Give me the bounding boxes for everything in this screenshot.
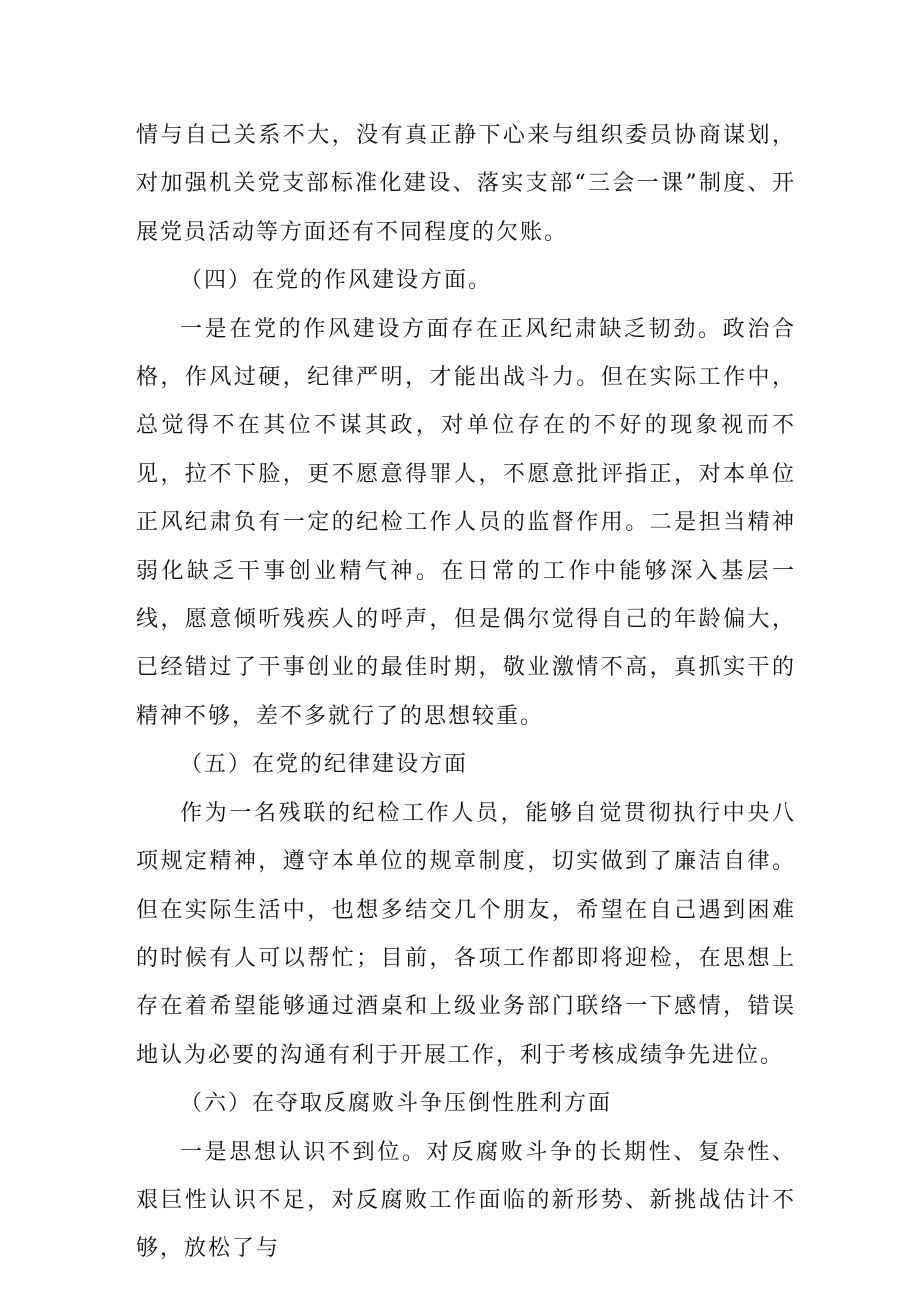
section-heading-4: （四）在党的作风建设方面。 bbox=[180, 268, 493, 294]
section-heading-5: （五）在党的纪律建设方面 bbox=[180, 752, 469, 778]
paragraph-continued: 情与自己关系不大，没有真正静下心来与组织委员协商谋划，对加强机关党支部标准化建设、落实支部“三会一课”制度、开展党员活动等方面还有不同程度的欠账。 bbox=[136, 123, 796, 245]
paragraph-discipline: 作为一名残联的纪检工作人员，能够自觉贯彻执行中央八项规定精神，遵守本单位的规章制度，切实做到了廉洁自律。但在实际生活中，也想多结交几个朋友，希望在自己遇到困难的时候有人可以帮忙；目前，各项工作都即将迎检，在思想上存在着希望能够通过酒桌和上级业务部门联络一下感情，错误地认为必要的沟通有利于开展工作，利于考核成绩争先进位。 bbox=[136, 800, 796, 1068]
section-heading-6: （六）在夺取反腐败斗争压倒性胜利方面 bbox=[180, 1091, 613, 1117]
document-body bbox=[136, 112, 796, 1274]
paragraph-work-style: 一是在党的作风建设方面存在正风纪肃缺乏韧劲。政治合格，作风过硬，纪律严明，才能出战斗力。但在实际工作中，总觉得不在其位不谋其政，对单位存在的不好的现象视而不见，拉不下脸，更不愿意得罪人，不愿意批评指正，对本单位正风纪肃负有一定的纪检工作人员的监督作用。二是担当精神弱化缺乏干事创业精气神。在日常的工作中能够深入基层一线，愿意倾听残疾人的呼声，但是偶尔觉得自己的年龄偏大，已经错过了干事创业的最佳时期，敬业激情不高，真抓实干的精神不够，差不多就行了的思想较重。 bbox=[136, 316, 796, 729]
paragraph-anti-corruption: 一是思想认识不到位。对反腐败斗争的长期性、复杂性、艰巨性认识不足，对反腐败工作面临的新形势、新挑战估计不够，放松了与 bbox=[136, 1139, 796, 1262]
